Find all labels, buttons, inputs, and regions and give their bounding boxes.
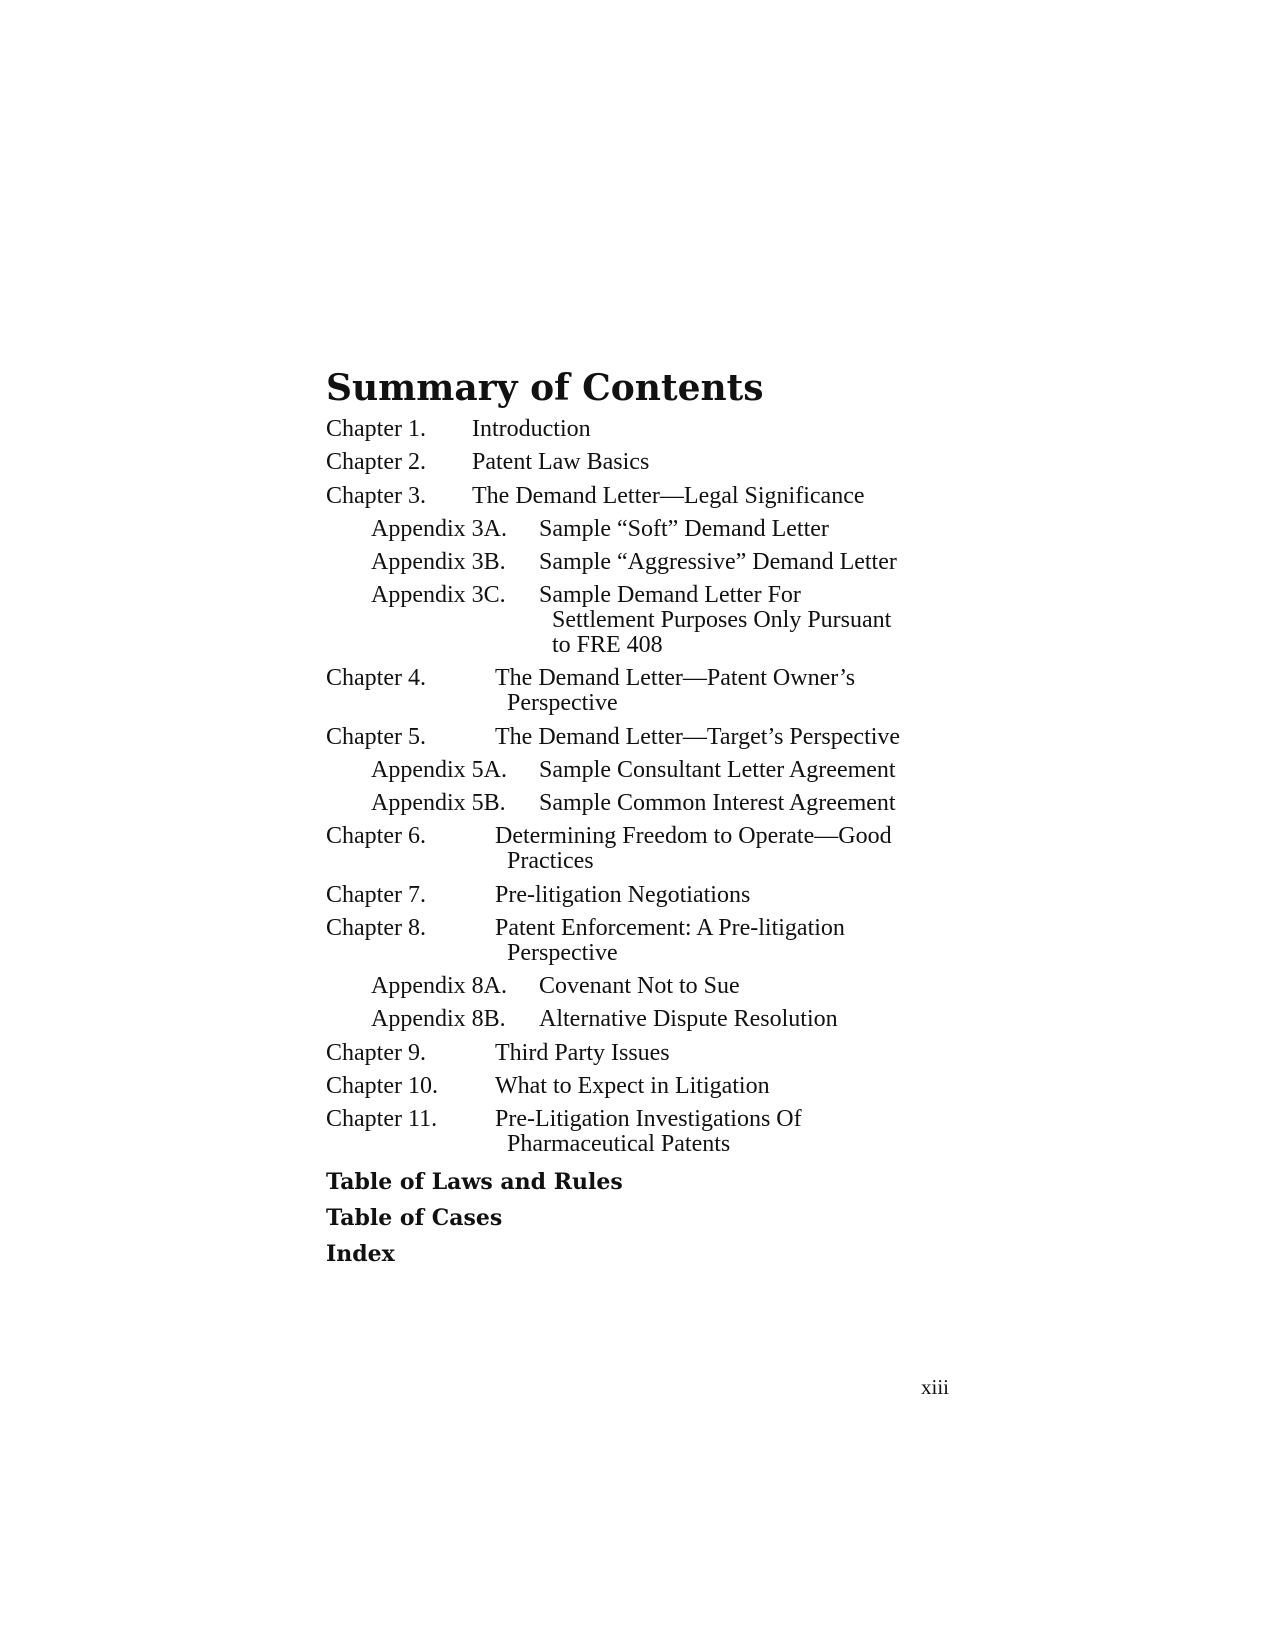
- toc-entry-label: Appendix 5A.: [371, 757, 507, 783]
- toc-entry-label: Chapter 11.: [326, 1106, 438, 1132]
- toc-entry-title: Sample “Aggressive” Demand Letter: [539, 549, 897, 575]
- toc-entry-title: Sample “Soft” Demand Letter: [539, 516, 829, 542]
- toc-entry-title: Determining Freedom to Operate—Good: [495, 823, 892, 849]
- toc-entry-label: Chapter 1.: [326, 416, 426, 442]
- toc-entry-title-continued: Practices: [507, 848, 594, 874]
- toc-entry-title: The Demand Letter—Legal Significance: [472, 483, 865, 509]
- toc-entry-label: Chapter 10.: [326, 1073, 438, 1099]
- toc-entry-label: Chapter 5.: [326, 724, 426, 750]
- toc-entry-title: Pre-litigation Negotiations: [495, 882, 751, 908]
- toc-entry-title: Pre-Litigation Investigations Of: [495, 1106, 802, 1132]
- toc-entry-title: Covenant Not to Sue: [539, 973, 740, 999]
- toc-entry-title: The Demand Letter—Target’s Perspective: [495, 724, 901, 750]
- toc-entry-title: Introduction: [472, 416, 591, 442]
- toc-entry-title-continued: Pharmaceutical Patents: [507, 1131, 731, 1157]
- toc-entry-title: Sample Consultant Letter Agreement: [539, 757, 896, 783]
- toc-entry-label: Appendix 5B.: [371, 790, 506, 816]
- toc-entry-title: Third Party Issues: [495, 1040, 670, 1066]
- toc-entry-title-continued: Perspective: [507, 690, 618, 716]
- toc-entry-title: Patent Law Basics: [472, 449, 650, 475]
- toc-entry-label: Chapter 3.: [326, 483, 426, 509]
- toc-entry-label: Chapter 7.: [326, 882, 426, 908]
- page-number: xiii: [921, 1375, 950, 1399]
- toc-entry-title: What to Expect in Litigation: [495, 1073, 770, 1099]
- toc-entry-title: The Demand Letter—Patent Owner’s: [495, 665, 856, 691]
- page-title: Summary of Contents: [326, 367, 764, 409]
- backmatter-table-of-cases: Table of Cases: [326, 1205, 503, 1231]
- toc-entry-title: Patent Enforcement: A Pre-litigation: [495, 915, 845, 941]
- toc-entry-label: Chapter 8.: [326, 915, 426, 941]
- toc-entry-label: Appendix 3B.: [371, 549, 506, 575]
- toc-entry-title: Sample Common Interest Agreement: [539, 790, 896, 816]
- toc-entry-label: Chapter 2.: [326, 449, 426, 475]
- toc-entry-title-continued: Settlement Purposes Only Pursuant: [552, 607, 892, 633]
- toc-entry-label: Chapter 6.: [326, 823, 426, 849]
- toc-entry-label: Appendix 8A.: [371, 973, 507, 999]
- toc-entry-label: Appendix 8B.: [371, 1006, 506, 1032]
- backmatter-index: Index: [326, 1241, 395, 1267]
- toc-entry-title: Sample Demand Letter For: [539, 582, 801, 608]
- toc-entry-label: Appendix 3A.: [371, 516, 507, 542]
- backmatter-table-of-laws-and-rules: Table of Laws and Rules: [326, 1169, 623, 1195]
- toc-entry-label: Chapter 4.: [326, 665, 426, 691]
- toc-entry-title: Alternative Dispute Resolution: [539, 1006, 838, 1032]
- toc-entry-title-continued: to FRE 408: [552, 632, 663, 658]
- toc-entry-label: Appendix 3C.: [371, 582, 506, 608]
- toc-entry-title-continued: Perspective: [507, 940, 618, 966]
- toc-entry-label: Chapter 9.: [326, 1040, 426, 1066]
